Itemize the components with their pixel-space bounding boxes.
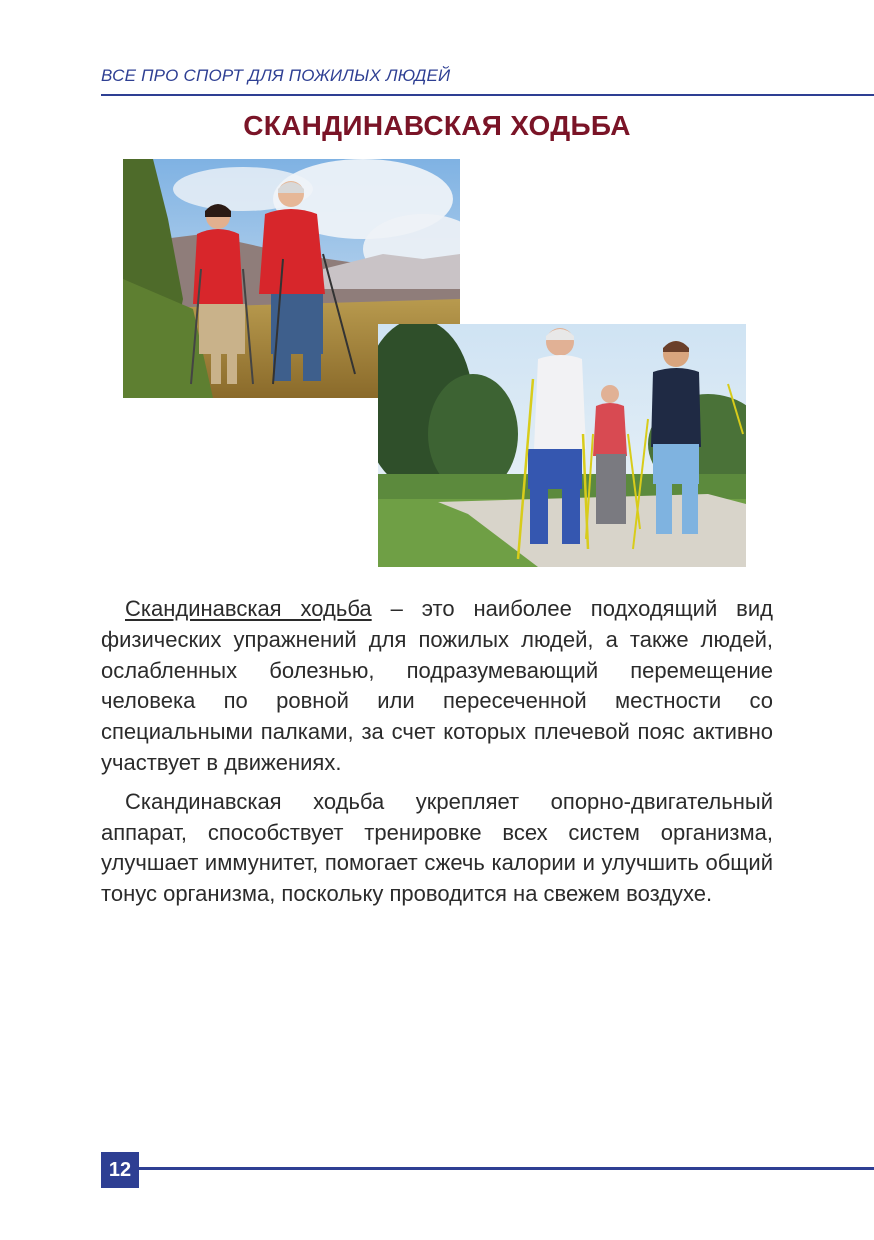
article-body bbox=[101, 594, 773, 918]
header-divider bbox=[101, 94, 874, 96]
page-number-badge: 12 bbox=[101, 1152, 139, 1188]
footer-divider bbox=[139, 1167, 874, 1170]
photo-women-walking bbox=[378, 324, 746, 567]
page-title: СКАНДИНАВСКАЯ ХОДЬБА bbox=[243, 110, 631, 141]
paragraph-definition-text: – это наиболее подходящий вид физических упражнений для пожилых людей, а также людей, ослабленных болезнью, подразумевающий перемещение человека по ровной или пересеченной местности со специальными палками, за счет которых плечевой пояс активно участвует в движениях. bbox=[101, 596, 773, 775]
paragraph-definition bbox=[101, 594, 773, 779]
paragraph-benefits: Скандинавская ходьба укрепляет опорно-двигательный аппарат, способствует тренировке всех систем организма, улучшает иммунитет, помогает сжечь калории и улучшить общий тонус организма, поскольку проводится на свежем воздухе. bbox=[101, 788, 773, 907]
running-header: ВСЕ ПРО СПОРТ ДЛЯ ПОЖИЛЫХ ЛЮДЕЙ bbox=[101, 66, 451, 85]
term-scandinavian-walking: Скандинавская ходьба bbox=[125, 596, 372, 621]
